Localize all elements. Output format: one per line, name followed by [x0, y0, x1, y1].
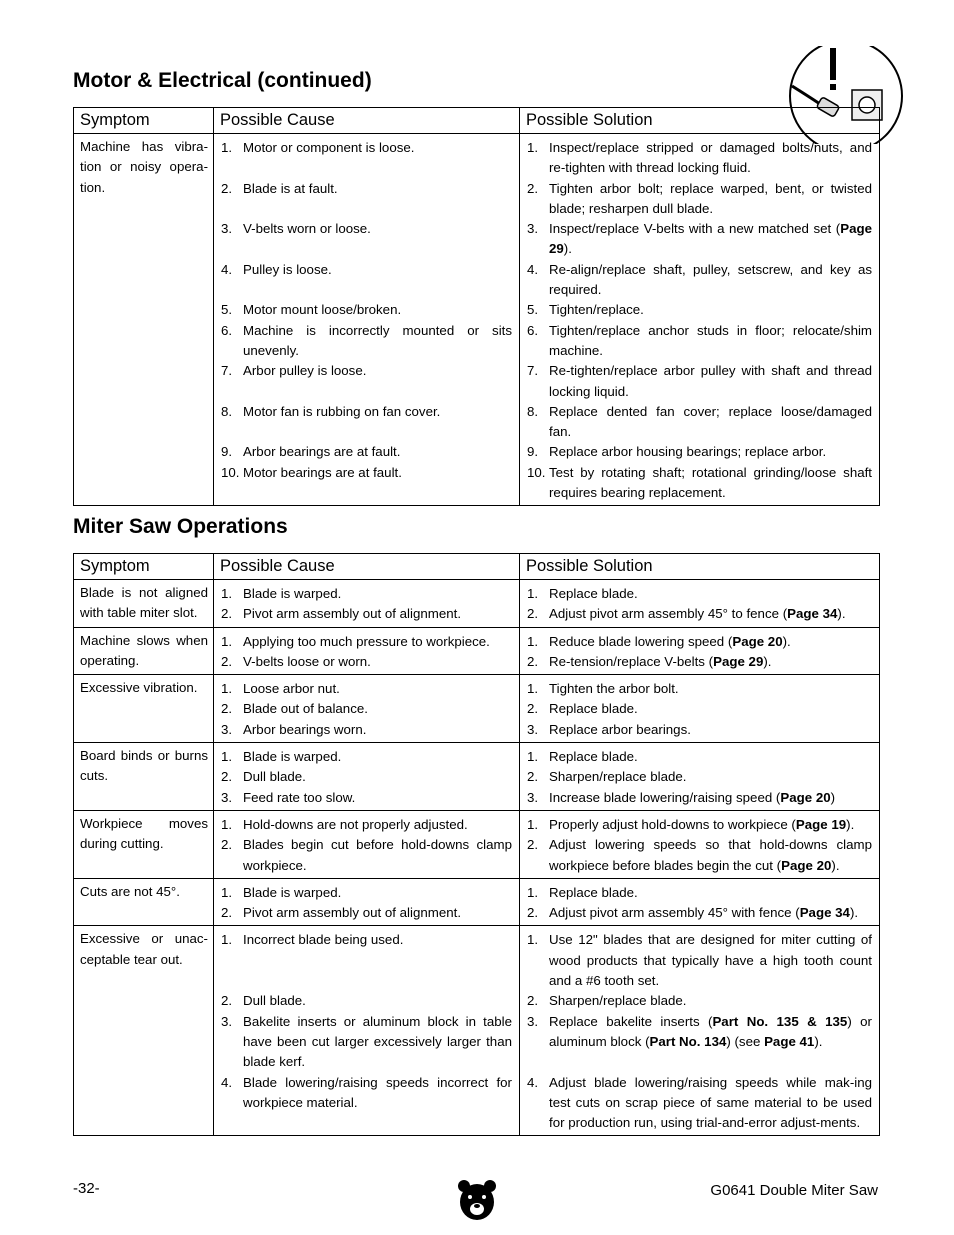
item-number: 1. [527, 633, 539, 649]
list-item [527, 699, 872, 719]
cause-cell [214, 878, 520, 926]
list-item [527, 321, 872, 362]
item-text: Re-tighten/replace arbor pulley with shaft and thread locking liquid. [549, 363, 872, 399]
item-number: 3. [221, 789, 233, 805]
cause-cell [214, 675, 520, 743]
cause-cell [214, 926, 520, 1136]
item-text: Feed rate too slow. [243, 789, 356, 805]
cause-cell [214, 743, 520, 811]
list-item [527, 260, 872, 301]
list-item [527, 835, 872, 876]
item-number: 3. [221, 221, 233, 237]
cause-cell [214, 580, 520, 628]
item-number: 3. [527, 721, 539, 737]
item-number: 8. [221, 403, 233, 419]
item-number: 2. [221, 701, 233, 717]
list-item [527, 883, 872, 903]
header-cause: Possible Cause [214, 554, 520, 580]
list-item [527, 138, 872, 179]
item-number: 3. [527, 789, 539, 805]
item-text: Arbor bearings worn. [243, 721, 367, 737]
list-item [221, 652, 512, 672]
item-number: 2. [527, 606, 539, 622]
cause-cell [214, 810, 520, 878]
list-item [527, 720, 872, 740]
item-text: Replace arbor bearings. [549, 721, 691, 737]
list-item [527, 747, 872, 767]
item-text: Replace dented fan cover; replace loose/damaged fan. [549, 403, 872, 440]
symptom-cell: Workpiece moves during cutting. [74, 810, 214, 878]
header-symptom: Symptom [74, 554, 214, 580]
table-row [74, 878, 880, 926]
item-number: 8. [527, 403, 539, 419]
item-text: Inspect/replace V-belts with a new matched set (Page 29). [549, 221, 872, 257]
item-text: Tighten/replace anchor studs in floor; relocate/shim machine. [549, 322, 872, 358]
item-number: 1. [221, 681, 233, 697]
list-item [527, 930, 872, 991]
item-number: 5. [221, 302, 233, 318]
item-number: 4. [527, 1074, 539, 1090]
header-solution: Possible Solution [520, 108, 880, 134]
item-number: 4. [527, 261, 539, 277]
item-text: Bakelite inserts or aluminum block in table have been cut larger excessively larger than blade kerf. [243, 1013, 512, 1070]
item-number: 2. [527, 993, 539, 1009]
item-number: 2. [527, 769, 539, 785]
table-row [74, 675, 880, 743]
item-text: Adjust pivot arm assembly 45° to fence (Page 34). [549, 606, 846, 622]
solution-cell [520, 926, 880, 1136]
list-item [221, 632, 512, 652]
solution-cell [520, 743, 880, 811]
item-number: 1. [221, 633, 233, 649]
item-text: Motor bearings are at fault. [243, 464, 402, 480]
item-number: 1. [527, 816, 539, 832]
item-text: Sharpen/replace blade. [549, 993, 687, 1009]
item-text: Arbor pulley is loose. [243, 363, 367, 379]
item-text: Tighten/replace. [549, 302, 644, 318]
item-number: 1. [221, 816, 233, 832]
item-text: Pivot arm assembly out of alignment. [243, 606, 462, 622]
section-title-motor: Motor & Electrical (continued) [73, 69, 372, 92]
item-number: 2. [527, 180, 539, 196]
solution-cell [520, 878, 880, 926]
item-text: Blade out of balance. [243, 701, 368, 717]
item-text: Replace arbor housing bearings; replace arbor. [549, 444, 827, 460]
item-number: 2. [221, 837, 233, 853]
solution-cell [520, 810, 880, 878]
item-number: 1. [527, 586, 539, 601]
item-text: Motor mount loose/broken. [243, 302, 402, 318]
list-item [221, 679, 512, 699]
item-number: 4. [221, 261, 233, 277]
item-text: Blade is at fault. [243, 180, 338, 196]
item-text: Re-align/replace shaft, pulley, setscrew, and key as required. [549, 261, 872, 298]
item-number: 1. [221, 586, 233, 601]
solution-cell [520, 675, 880, 743]
symptom-cell: Machine slows when operating. [74, 627, 214, 675]
list-item [221, 604, 512, 624]
list-item [527, 361, 872, 402]
list-item [527, 300, 872, 320]
list-item [221, 179, 512, 199]
item-number: 1. [527, 932, 539, 948]
header-solution: Possible Solution [520, 554, 880, 580]
list-item [527, 679, 872, 699]
item-number: 2. [221, 905, 233, 921]
symptom-cell: Excessive or unac-ceptable tear out. [74, 926, 214, 1136]
list-item [527, 632, 872, 652]
symptom-cell: Excessive vibration. [74, 675, 214, 743]
item-text: Re-tension/replace V-belts (Page 29). [549, 653, 772, 669]
item-text: Tighten the arbor bolt. [549, 681, 679, 697]
list-item [527, 1073, 872, 1134]
item-number: 3. [527, 221, 539, 237]
page-number: -32- [73, 1180, 100, 1197]
item-text: Increase blade lowering/raising speed (Page 20) [549, 789, 836, 805]
list-item [527, 442, 872, 462]
item-text: Blade lowering/raising speeds incorrect for workpiece material. [243, 1074, 512, 1110]
item-number: 9. [527, 444, 539, 460]
item-number: 2. [527, 837, 539, 853]
list-item [527, 903, 872, 923]
item-text: Inspect/replace stripped or damaged bolts/nuts, and re-tighten with thread locking fluid. [549, 140, 872, 176]
item-text: Motor or component is loose. [243, 140, 415, 155]
list-item [221, 321, 512, 362]
item-number: 1. [527, 749, 539, 765]
list-item [527, 604, 872, 624]
item-text: Arbor bearings are at fault. [243, 444, 401, 460]
item-text: Reduce blade lowering speed (Page 20). [549, 633, 791, 649]
list-item [221, 361, 512, 381]
list-item [221, 442, 512, 462]
miter-troubleshooting-table [73, 553, 880, 1136]
item-text: Pivot arm assembly out of alignment. [243, 905, 462, 921]
item-text: Dull blade. [243, 993, 306, 1009]
item-number: 5. [527, 302, 539, 318]
list-item [221, 1012, 512, 1073]
item-number: 7. [221, 363, 233, 379]
item-number: 2. [527, 653, 539, 669]
item-text: Hold-downs are not properly adjusted. [243, 816, 468, 832]
item-number: 6. [221, 322, 233, 338]
item-text: Sharpen/replace blade. [549, 769, 687, 785]
solution-cell [520, 627, 880, 675]
item-number: 2. [221, 180, 233, 196]
list-item [221, 883, 512, 903]
list-item [221, 260, 512, 280]
item-number: 3. [221, 721, 233, 737]
item-text: Replace bakelite inserts (Part No. 135 & 135) or aluminum block (Part No. 134) (see Page 41). [549, 1013, 872, 1049]
item-text: Motor fan is rubbing on fan cover. [243, 403, 441, 419]
list-item [527, 767, 872, 787]
table-row [74, 926, 880, 1136]
list-item [527, 788, 872, 808]
list-item [221, 138, 512, 158]
bear-logo-icon [456, 1178, 498, 1222]
item-number: 1. [221, 884, 233, 900]
symptom-cell: Cuts are not 45°. [74, 878, 214, 926]
item-text: Blades begin cut before hold-downs clamp workpiece. [243, 837, 512, 873]
item-number: 1. [221, 749, 233, 765]
model-name: G0641 Double Miter Saw [710, 1182, 878, 1199]
header-symptom: Symptom [74, 108, 214, 134]
list-item [221, 991, 512, 1011]
item-number: 10. [527, 464, 546, 480]
item-text: Pulley is loose. [243, 261, 332, 277]
item-text: Dull blade. [243, 769, 306, 785]
list-item [221, 300, 512, 320]
item-number: 3. [527, 1013, 539, 1029]
cause-cell [214, 627, 520, 675]
list-item [221, 219, 512, 239]
list-item [527, 463, 872, 504]
list-item [221, 835, 512, 876]
list-item [527, 584, 872, 604]
solution-cell [520, 134, 880, 506]
item-number: 7. [527, 363, 539, 379]
cause-cell [214, 134, 520, 506]
symptom-cell: Machine has vibra-tion or noisy opera-tion. [74, 134, 214, 506]
item-text: Loose arbor nut. [243, 681, 340, 697]
section-title-miter: Miter Saw Operations [73, 515, 288, 538]
list-item [221, 930, 512, 950]
table-row [74, 580, 880, 628]
list-item [527, 991, 872, 1011]
item-text: Tighten arbor bolt; replace warped, bent, or twisted blade; resharpen dull blade. [549, 180, 872, 216]
item-number: 2. [221, 769, 233, 785]
item-number: 2. [221, 993, 233, 1009]
item-text: V-belts worn or loose. [243, 221, 371, 237]
list-item [221, 402, 512, 422]
item-text: Blade is warped. [243, 749, 342, 765]
item-number: 1. [527, 884, 539, 900]
table-row [74, 810, 880, 878]
item-number: 2. [221, 606, 233, 622]
list-item [221, 903, 512, 923]
item-number: 6. [527, 322, 539, 338]
item-text: Test by rotating shaft; rotational grinding/loose shaft requires bearing replacement. [549, 464, 872, 501]
symptom-cell: Board binds or burns cuts. [74, 743, 214, 811]
item-text: Adjust pivot arm assembly 45° with fence (Page 34). [549, 905, 859, 921]
list-item [221, 747, 512, 767]
item-text: V-belts loose or worn. [243, 653, 371, 669]
item-number: 1. [221, 932, 233, 948]
list-item [527, 402, 872, 443]
motor-troubleshooting-table [73, 107, 880, 506]
item-number: 3. [221, 1013, 233, 1029]
table-row [74, 134, 880, 506]
item-number: 1. [527, 681, 539, 697]
item-text: Replace blade. [549, 749, 638, 765]
item-text: Use 12" blades that are designed for miter cutting of wood products that typically have a high tooth count and a #6 tooth set. [549, 932, 872, 989]
list-item [221, 699, 512, 719]
item-text: Replace blade. [549, 586, 638, 601]
table-row [74, 627, 880, 675]
item-text: Blade is warped. [243, 586, 342, 601]
header-cause: Possible Cause [214, 108, 520, 134]
list-item [221, 815, 512, 835]
list-item [221, 1073, 512, 1114]
item-text: Machine is incorrectly mounted or sits unevenly. [243, 322, 512, 358]
item-number: 2. [221, 653, 233, 669]
item-text: Adjust lowering speeds so that hold-downs clamp workpiece before blades begin the cut (Page 20). [549, 837, 872, 873]
item-number: 9. [221, 444, 233, 460]
list-item [221, 788, 512, 808]
item-number: 1. [221, 140, 233, 155]
list-item [221, 720, 512, 740]
item-number: 4. [221, 1074, 233, 1090]
item-text: Blade is warped. [243, 884, 342, 900]
item-number: 2. [527, 905, 539, 921]
list-item [221, 463, 512, 483]
list-item [527, 652, 872, 672]
item-text: Adjust blade lowering/raising speeds while mak-ing test cuts on scrap piece of same material to be used for production run, using trial-and-error adjust-ments. [549, 1074, 872, 1131]
list-item [527, 179, 872, 220]
list-item [527, 219, 872, 260]
symptom-cell: Blade is not aligned with table miter slot. [74, 580, 214, 628]
table-row [74, 743, 880, 811]
item-number: 10. [221, 464, 240, 480]
solution-cell [520, 580, 880, 628]
item-text: Replace blade. [549, 701, 638, 717]
item-number: 2. [527, 701, 539, 717]
item-text: Replace blade. [549, 884, 638, 900]
item-text: Properly adjust hold-downs to workpiece (Page 19). [549, 816, 855, 832]
list-item [221, 584, 512, 604]
item-number: 1. [527, 140, 539, 155]
list-item [527, 815, 872, 835]
list-item [221, 767, 512, 787]
item-text: Applying too much pressure to workpiece. [243, 633, 490, 649]
list-item [527, 1012, 872, 1053]
item-text: Incorrect blade being used. [243, 932, 404, 948]
